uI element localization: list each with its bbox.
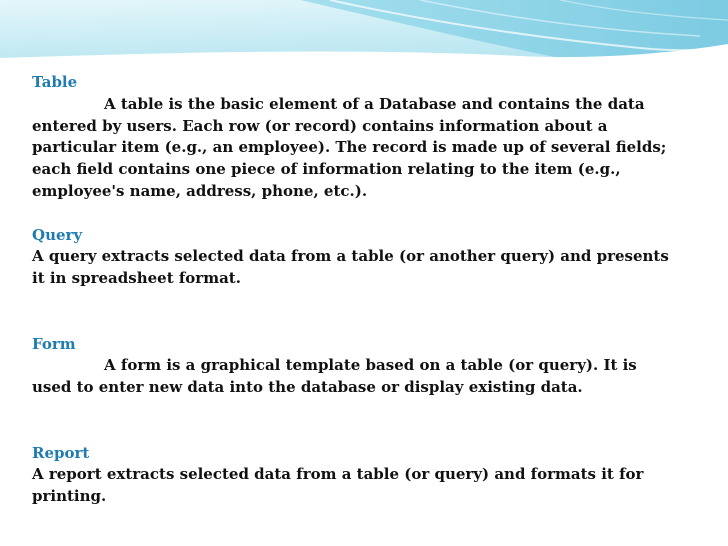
section-heading-table: Table xyxy=(32,73,78,91)
section-heading-report: Report xyxy=(32,443,90,462)
section-table xyxy=(32,72,672,203)
slide-content xyxy=(32,72,672,508)
spacer xyxy=(32,203,672,225)
section-body-report: A report extracts selected data from a table (or query) and formats it for printing. xyxy=(32,465,644,506)
section-body-form: A form is a graphical template based on a table (or query). It is used to enter new data into the database or display existing data. xyxy=(32,356,637,397)
section-form xyxy=(32,334,672,399)
section-report xyxy=(32,443,672,508)
decorative-header-band xyxy=(0,0,728,62)
section-heading-query: Query xyxy=(32,225,83,244)
spacer xyxy=(32,290,672,334)
section-body-table: A table is the basic element of a Database and contains the data entered by users. Each row (or record) contains information about a particular item (e.g., an employee). The record is made up of several fields; each field contains one piece of information relating to the item (e.g., employee's name, address, phone, etc.). xyxy=(32,94,667,200)
section-heading-form: Form xyxy=(32,334,76,353)
section-query xyxy=(32,225,672,290)
section-body-query: A query extracts selected data from a table (or another query) and presents it in spreadsheet format. xyxy=(32,247,669,288)
spacer xyxy=(32,399,672,443)
